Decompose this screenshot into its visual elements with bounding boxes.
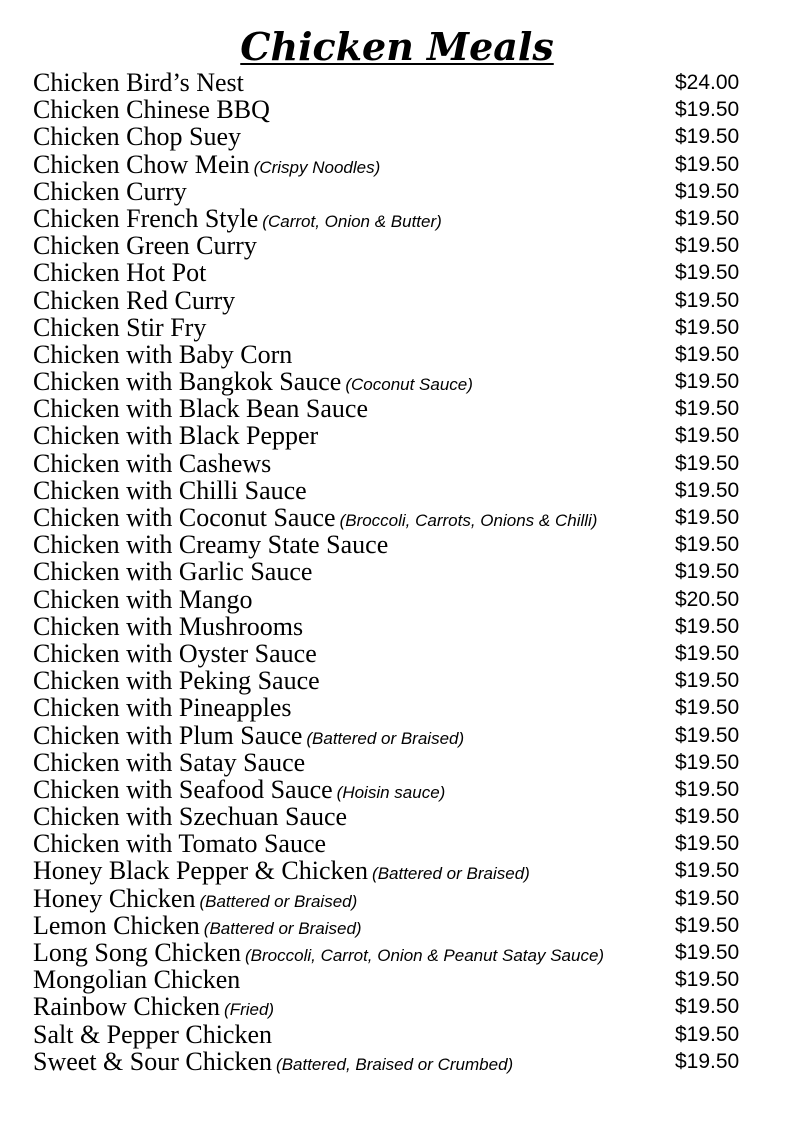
item-price: $19.50 [675, 98, 740, 122]
item-name: Chicken with Black Bean Sauce [33, 394, 369, 424]
menu-item [33, 803, 753, 830]
item-price: $19.50 [675, 805, 740, 829]
item-price: $20.50 [675, 587, 740, 611]
item-price: $19.50 [675, 451, 740, 475]
item-name: Chicken with Mango [33, 584, 253, 614]
item-name: Chicken with Oyster Sauce [33, 638, 317, 668]
menu-item [33, 368, 753, 395]
item-name: Chicken with Black Pepper [33, 421, 319, 451]
menu-item [33, 477, 753, 504]
item-note: (Hoisin sauce) [336, 782, 446, 802]
item-name: Chicken Bird’s Nest [33, 68, 244, 97]
item-price: $19.50 [675, 397, 740, 421]
item-price: $19.50 [675, 478, 740, 502]
item-name: Chicken with Satay Sauce [33, 747, 306, 777]
item-price: $19.50 [675, 315, 740, 339]
item-price: $19.50 [675, 234, 740, 258]
item-name: Chicken Hot Pot [33, 258, 207, 288]
menu-item [33, 205, 753, 232]
item-price: $19.50 [675, 669, 740, 693]
item-name: Chicken with Plum Sauce [33, 720, 303, 750]
item-name: Chicken with Creamy State Sauce [33, 530, 389, 560]
menu-item [33, 613, 753, 640]
item-price: $19.50 [675, 424, 740, 448]
item-price: $19.50 [675, 614, 740, 638]
item-price: $19.50 [675, 696, 740, 720]
item-price: $24.00 [675, 71, 740, 94]
item-price: $19.50 [675, 206, 740, 230]
item-name: Chicken with Garlic Sauce [33, 557, 313, 587]
menu-item [33, 749, 753, 776]
item-name: Sweet & Sour Chicken [33, 1046, 273, 1076]
menu-item [33, 287, 753, 314]
item-name: Chicken Stir Fry [33, 312, 207, 342]
item-price: $19.50 [675, 968, 740, 992]
item-name: Chicken with Mushrooms [33, 611, 304, 641]
menu-item [33, 450, 753, 477]
menu-item [33, 232, 753, 259]
item-name: Chicken French Style [33, 203, 259, 233]
item-price: $19.50 [675, 941, 740, 964]
item-price: $19.50 [675, 125, 740, 149]
menu-item [33, 341, 753, 368]
menu-item [33, 96, 753, 123]
item-price: $19.50 [675, 533, 740, 557]
menu-item [33, 1048, 753, 1075]
item-price: $19.50 [675, 152, 740, 176]
item-price: $19.50 [675, 859, 740, 883]
item-note: (Battered or Braised) [306, 728, 465, 748]
menu-item [33, 912, 753, 939]
item-name: Honey Black Pepper & Chicken [33, 856, 369, 886]
item-price: $19.50 [675, 886, 740, 910]
menu-item [33, 69, 753, 96]
menu-item [33, 558, 753, 585]
item-name: Salt & Pepper Chicken [33, 1019, 273, 1049]
item-price: $19.50 [675, 560, 740, 584]
item-note: (Coconut Sauce) [345, 375, 473, 395]
menu-item [33, 830, 753, 857]
item-name: Chicken Red Curry [33, 285, 236, 315]
item-price: $19.50 [675, 913, 740, 937]
item-name: Chicken Chow Mein [33, 149, 250, 179]
item-name: Mongolian Chicken [33, 965, 241, 995]
menu-item [33, 640, 753, 667]
item-price: $19.50 [675, 750, 740, 774]
item-note: (Battered or Braised) [372, 864, 530, 884]
item-name: Lemon Chicken [33, 910, 200, 940]
item-price: $19.50 [675, 723, 740, 747]
item-price: $19.50 [675, 641, 740, 665]
menu-item [33, 939, 753, 966]
menu-item [33, 1021, 753, 1048]
item-name: Chicken Green Curry [33, 231, 257, 261]
item-name: Honey Chicken [33, 883, 196, 913]
item-price: $19.50 [675, 506, 740, 529]
item-price: $19.50 [675, 777, 740, 801]
item-note: (Battered or Braised) [199, 891, 358, 911]
item-note: (Battered or Braised) [203, 918, 362, 938]
menu-item [33, 993, 753, 1020]
menu-item [33, 422, 753, 449]
item-price: $19.50 [675, 995, 740, 1019]
item-price: $19.50 [675, 261, 740, 285]
item-note: (Broccoli, Carrots, Onions & Chilli) [339, 511, 598, 530]
menu-item [33, 694, 753, 721]
item-price: $19.50 [675, 832, 740, 856]
item-note: (Carrot, Onion & Butter) [262, 211, 442, 231]
item-note: (Crispy Noodles) [253, 157, 381, 177]
page-title: Chicken Meals [240, 24, 554, 69]
item-name: Long Song Chicken [33, 938, 241, 967]
menu-item [33, 531, 753, 558]
item-name: Chicken with Coconut Sauce [33, 503, 336, 532]
item-note: (Fried) [224, 1000, 275, 1020]
item-name: Chicken Chinese BBQ [33, 95, 270, 125]
item-name: Rainbow Chicken [33, 992, 221, 1022]
item-note: (Broccoli, Carrot, Onion & Peanut Satay Sauce) [245, 946, 605, 965]
item-price: $19.50 [675, 1049, 740, 1073]
item-price: $19.50 [675, 288, 740, 312]
menu-item [33, 314, 753, 341]
menu-list [33, 69, 753, 1075]
item-name: Chicken with Bangkok Sauce [33, 367, 342, 397]
item-price: $19.50 [675, 370, 740, 394]
menu-item [33, 178, 753, 205]
menu-item [33, 885, 753, 912]
item-name: Chicken with Szechuan Sauce [33, 802, 348, 832]
menu-item [33, 151, 753, 178]
item-name: Chicken with Chilli Sauce [33, 475, 307, 505]
menu-item [33, 504, 753, 531]
item-name: Chicken Curry [33, 176, 187, 206]
menu-item [33, 966, 753, 993]
item-name: Chicken with Cashews [33, 448, 272, 478]
menu-item [33, 123, 753, 150]
menu-item [33, 857, 753, 884]
item-price: $19.50 [675, 342, 740, 366]
item-name: Chicken with Pineapples [33, 693, 292, 723]
item-name: Chicken with Seafood Sauce [33, 774, 333, 804]
menu-item [33, 259, 753, 286]
menu-item [33, 776, 753, 803]
menu-item [33, 586, 753, 613]
menu-item [33, 722, 753, 749]
item-price: $19.50 [675, 179, 740, 203]
item-price: $19.50 [675, 1022, 740, 1046]
item-name: Chicken with Baby Corn [33, 339, 293, 369]
item-name: Chicken Chop Suey [33, 122, 241, 152]
item-note: (Battered, Braised or Crumbed) [276, 1054, 514, 1074]
menu-item [33, 395, 753, 422]
item-name: Chicken with Tomato Sauce [33, 829, 327, 859]
item-name: Chicken with Peking Sauce [33, 666, 320, 696]
menu-item [33, 667, 753, 694]
